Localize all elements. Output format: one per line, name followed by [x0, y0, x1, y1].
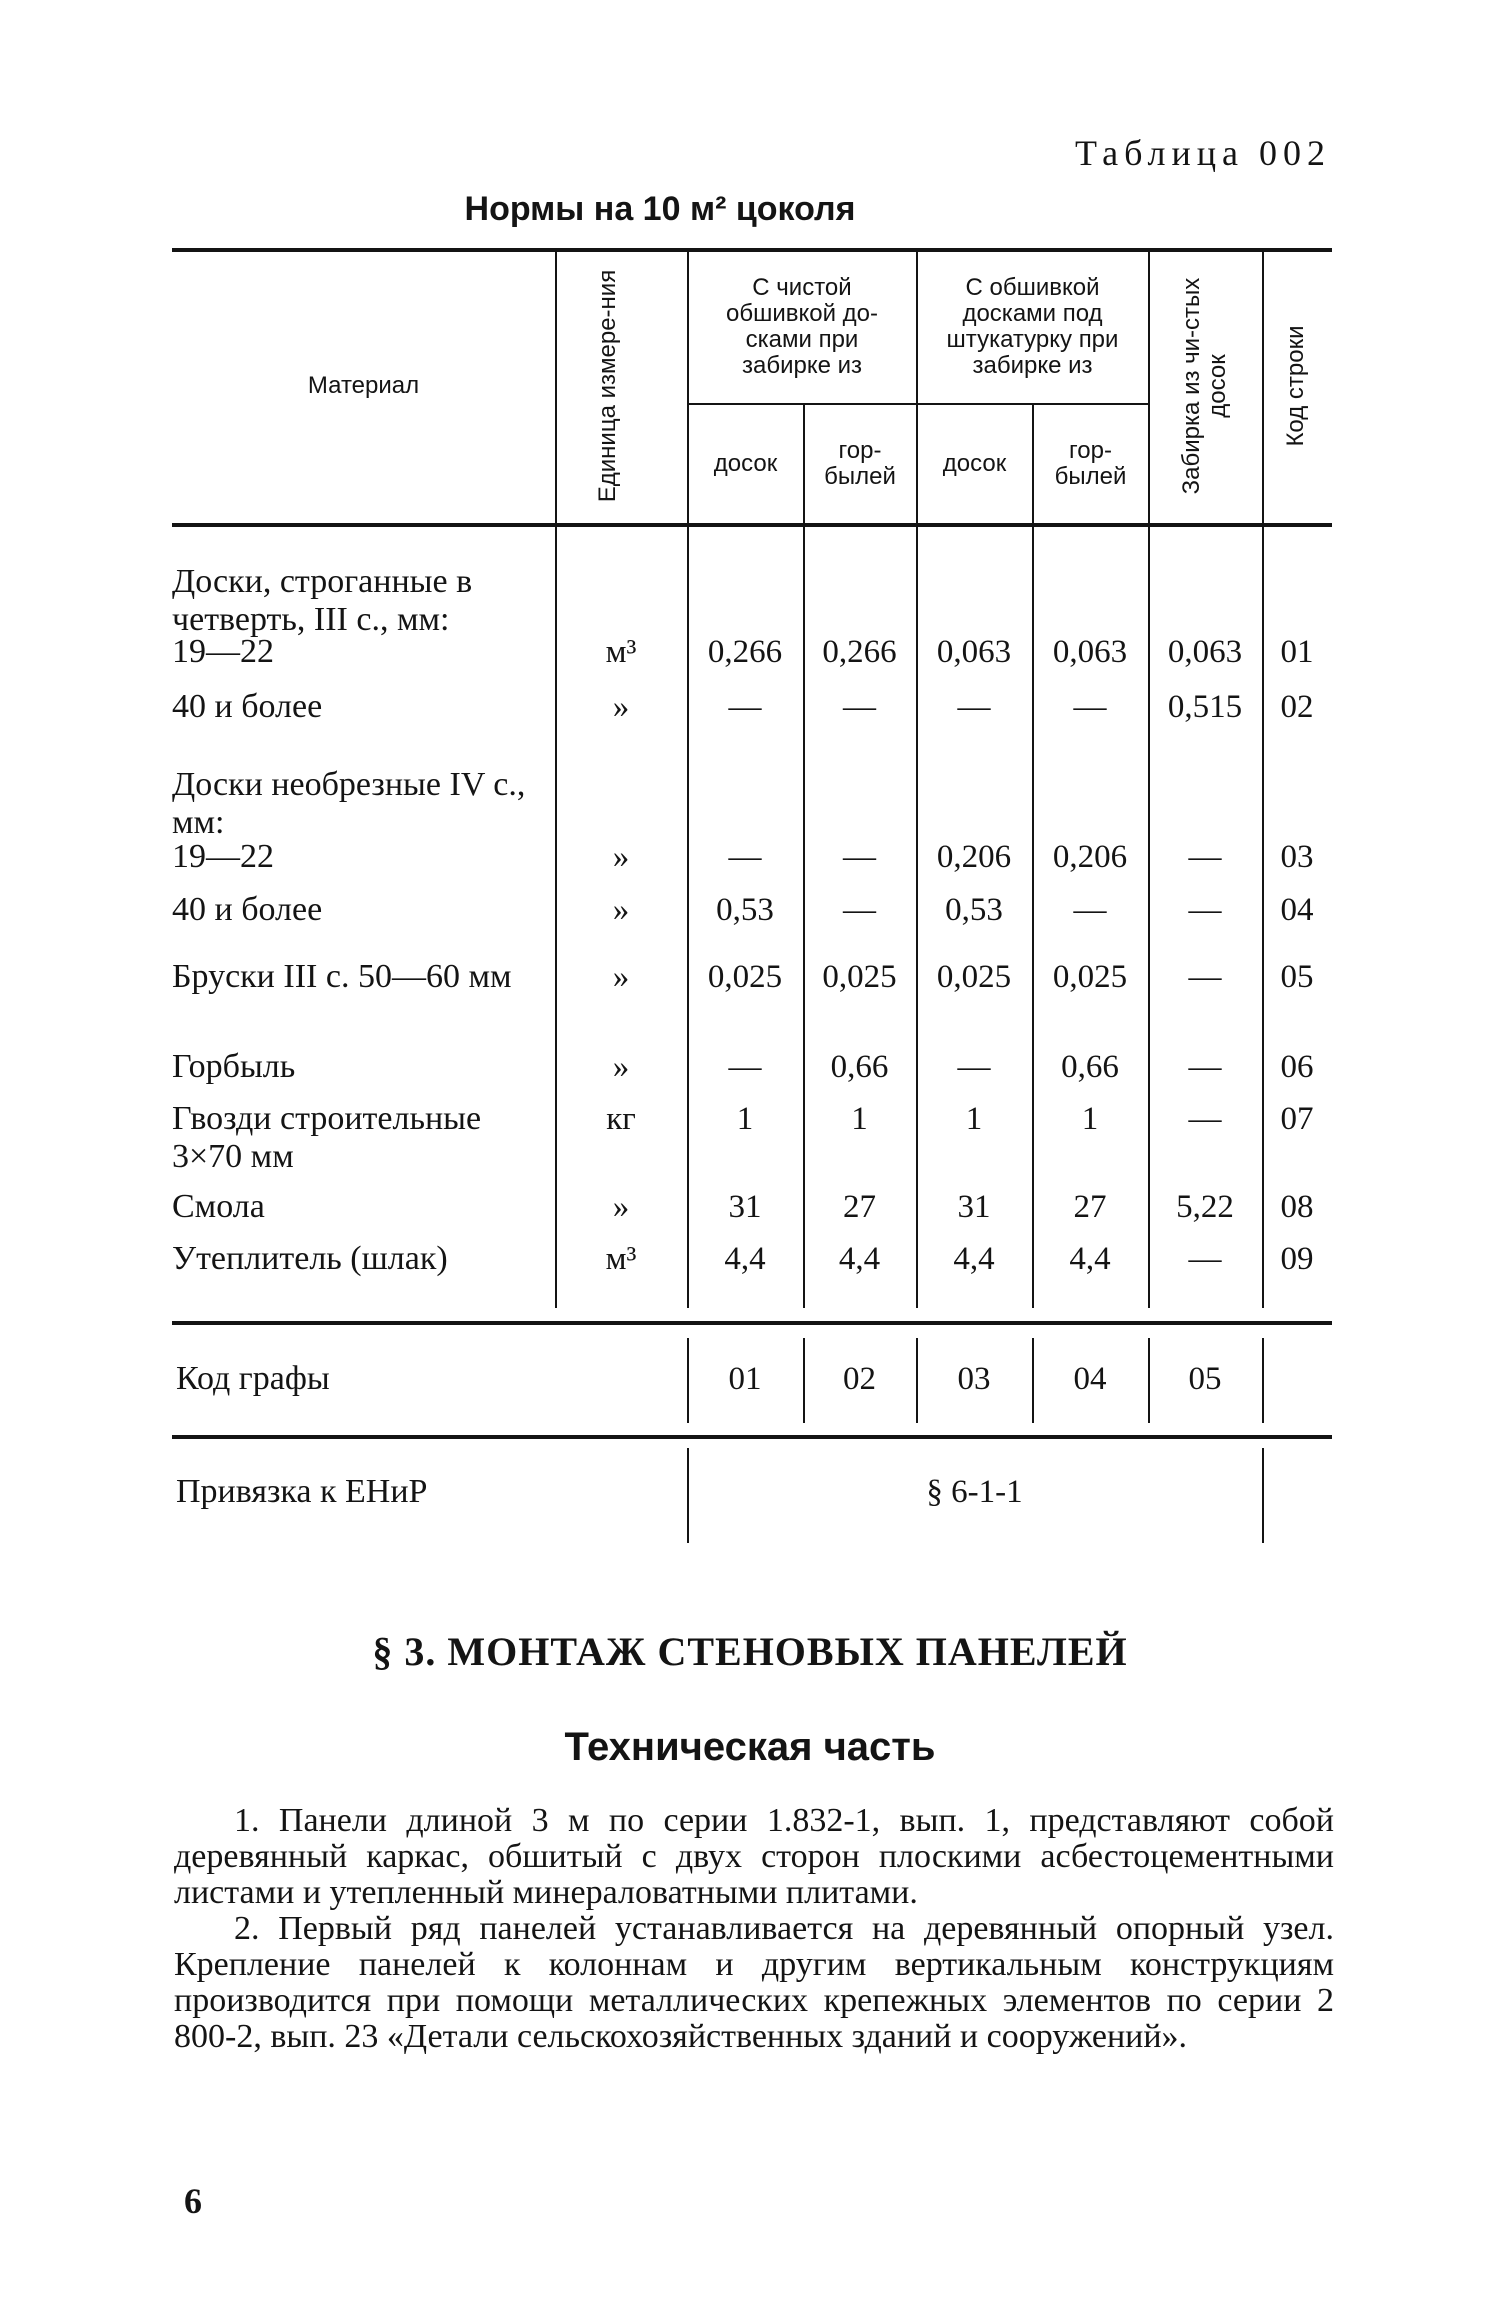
row-code: 08: [1280, 1189, 1314, 1225]
row-code: 09: [1280, 1241, 1314, 1277]
row-code: 03: [1280, 839, 1314, 875]
row-value: —: [728, 1049, 762, 1085]
section-heading: § 3. МОНТАЖ СТЕНОВЫХ ПАНЕЛЕЙ: [372, 1629, 1128, 1674]
row-value: —: [1073, 892, 1107, 928]
header-group-clean: С чистой обшивкой до-сками при забирке из: [725, 274, 879, 379]
row-label: 40 и более: [172, 891, 323, 928]
row-label: Бруски III с. 50—60 мм: [172, 958, 512, 995]
row-value: 27: [1073, 1189, 1107, 1225]
norms-table: [172, 248, 1332, 1548]
column-code: 01: [728, 1361, 762, 1397]
row-unit: кг: [606, 1101, 636, 1137]
row-value: —: [1073, 689, 1107, 725]
row-value: 0,515: [1167, 689, 1243, 725]
row-value: 0,025: [936, 959, 1012, 995]
subheading: Техническая часть: [564, 1725, 936, 1769]
row-value: 1: [1081, 1101, 1099, 1137]
row-value: —: [1188, 959, 1222, 995]
row-value: 0,66: [830, 1049, 889, 1085]
row-code: 06: [1280, 1049, 1314, 1085]
row-unit: »: [612, 839, 630, 875]
row-value: 0,063: [1052, 634, 1128, 670]
row-unit: м³: [605, 1241, 637, 1277]
header-vline-7: [1262, 248, 1264, 523]
header-unit: Единица измере-ния: [594, 269, 621, 503]
row-value: 5,22: [1176, 1189, 1234, 1225]
row-value: —: [728, 839, 762, 875]
row-unit: »: [612, 892, 630, 928]
table-number: Таблица 002: [1075, 133, 1331, 173]
page-number: 6: [184, 2181, 202, 2221]
row-code: 01: [1280, 634, 1314, 670]
codes-bottom-rule: [172, 1435, 1332, 1439]
header-clean-boards: Забирка из чи-стых досок: [1178, 277, 1231, 495]
enir-label: Привязка к ЕНиР: [176, 1473, 428, 1510]
column-code: 02: [843, 1361, 876, 1397]
row-value: 27: [843, 1189, 876, 1225]
body-text: [174, 1803, 1334, 2055]
row-code: 07: [1280, 1101, 1314, 1137]
header-row-code: Код строки: [1282, 325, 1309, 447]
row-label: Гвозди строительные 3×70 мм: [172, 1100, 482, 1175]
row-code: 04: [1280, 892, 1314, 928]
row-value: 0,66: [1061, 1049, 1119, 1085]
row-value: 4,4: [1069, 1241, 1111, 1277]
header-vline-6: [1148, 248, 1150, 523]
row-value: 0,063: [936, 634, 1012, 670]
row-value: 31: [728, 1189, 762, 1225]
row-value: 0,025: [707, 959, 783, 995]
row-value: 0,206: [1052, 839, 1128, 875]
row-value: —: [957, 689, 991, 725]
row-value: —: [843, 689, 876, 725]
row-value: —: [1188, 1101, 1222, 1137]
paragraph: 2. Первый ряд панелей устанавливается на деревянный опорный узел. Крепление панелей к колоннам и другим вертикальным конструкциям производится при помощи металлических крепежных элементов по серии 2 800-2, вып. 23 «Детали сельскохозяйственных зданий и сооружений».: [174, 1910, 1334, 2055]
header-sub-boards: досок: [713, 450, 778, 477]
row-value: —: [843, 892, 876, 928]
row-value: 1: [851, 1101, 868, 1137]
header-sub-slabs-2: гор-былей: [1054, 437, 1127, 490]
row-unit: »: [612, 689, 630, 725]
row-label: 19—22: [172, 838, 274, 875]
row-label: Смола: [172, 1188, 265, 1225]
row-value: 1: [736, 1101, 754, 1137]
row-label: Доски, строганные в четверть, III с., мм:: [172, 563, 473, 638]
paragraph: 1. Панели длиной 3 м по серии 1.832-1, вып. 1, представляют собой деревянный каркас, обшитый с двух сторон плоскими асбестоцементными листами и утепленный минераловатными плитами.: [174, 1802, 1334, 1911]
column-code: 03: [957, 1361, 991, 1397]
column-codes-label: Код графы: [176, 1360, 330, 1397]
row-value: 4,4: [838, 1241, 881, 1277]
row-label: Горбыль: [172, 1048, 296, 1085]
row-unit: »: [612, 1189, 630, 1225]
row-value: 4,4: [724, 1241, 766, 1277]
row-value: —: [843, 839, 876, 875]
row-value: 0,025: [822, 959, 897, 995]
row-value: 0,53: [945, 892, 1003, 928]
row-value: 1: [965, 1101, 983, 1137]
header-sub-boards-2: досок: [942, 450, 1007, 477]
row-value: 0,266: [822, 634, 897, 670]
header-vline-1: [555, 248, 557, 523]
header-group-plaster: С обшивкой досками под штукатурку при забирке из: [946, 274, 1119, 379]
row-value: 0,206: [936, 839, 1012, 875]
row-label: Утеплитель (шлак): [172, 1240, 448, 1277]
enir-vline-2: [1262, 1448, 1264, 1543]
header-bottom-rule: [172, 523, 1332, 527]
header-material: Материал: [307, 371, 420, 399]
row-label: 40 и более: [172, 688, 323, 725]
row-value: —: [1188, 892, 1222, 928]
row-code: 05: [1280, 959, 1314, 995]
row-unit: »: [612, 959, 630, 995]
row-value: 0,53: [716, 892, 774, 928]
column-code: 04: [1073, 1361, 1107, 1397]
header-sub-slabs: гор-былей: [824, 437, 896, 490]
row-value: —: [1188, 839, 1222, 875]
column-code: 05: [1188, 1361, 1222, 1397]
row-value: 0,063: [1167, 634, 1243, 670]
table-caption: Нормы на 10 м² цоколя: [464, 190, 856, 228]
enir-value: § 6-1-1: [926, 1474, 1023, 1510]
row-value: —: [1188, 1049, 1222, 1085]
body-bottom-rule: [172, 1321, 1332, 1325]
row-unit: »: [612, 1049, 630, 1085]
row-value: —: [728, 689, 762, 725]
row-label: 19—22: [172, 633, 274, 670]
row-value: —: [1188, 1241, 1222, 1277]
row-label: Доски необрезные IV с., мм:: [172, 766, 526, 841]
row-value: 4,4: [953, 1241, 995, 1277]
row-value: —: [957, 1049, 991, 1085]
codes-vline-6: [1262, 1338, 1264, 1423]
row-value: 0,266: [707, 634, 783, 670]
row-value: 31: [957, 1189, 991, 1225]
row-code: 02: [1280, 689, 1314, 725]
row-unit: м³: [605, 634, 637, 670]
row-value: 0,025: [1052, 959, 1128, 995]
